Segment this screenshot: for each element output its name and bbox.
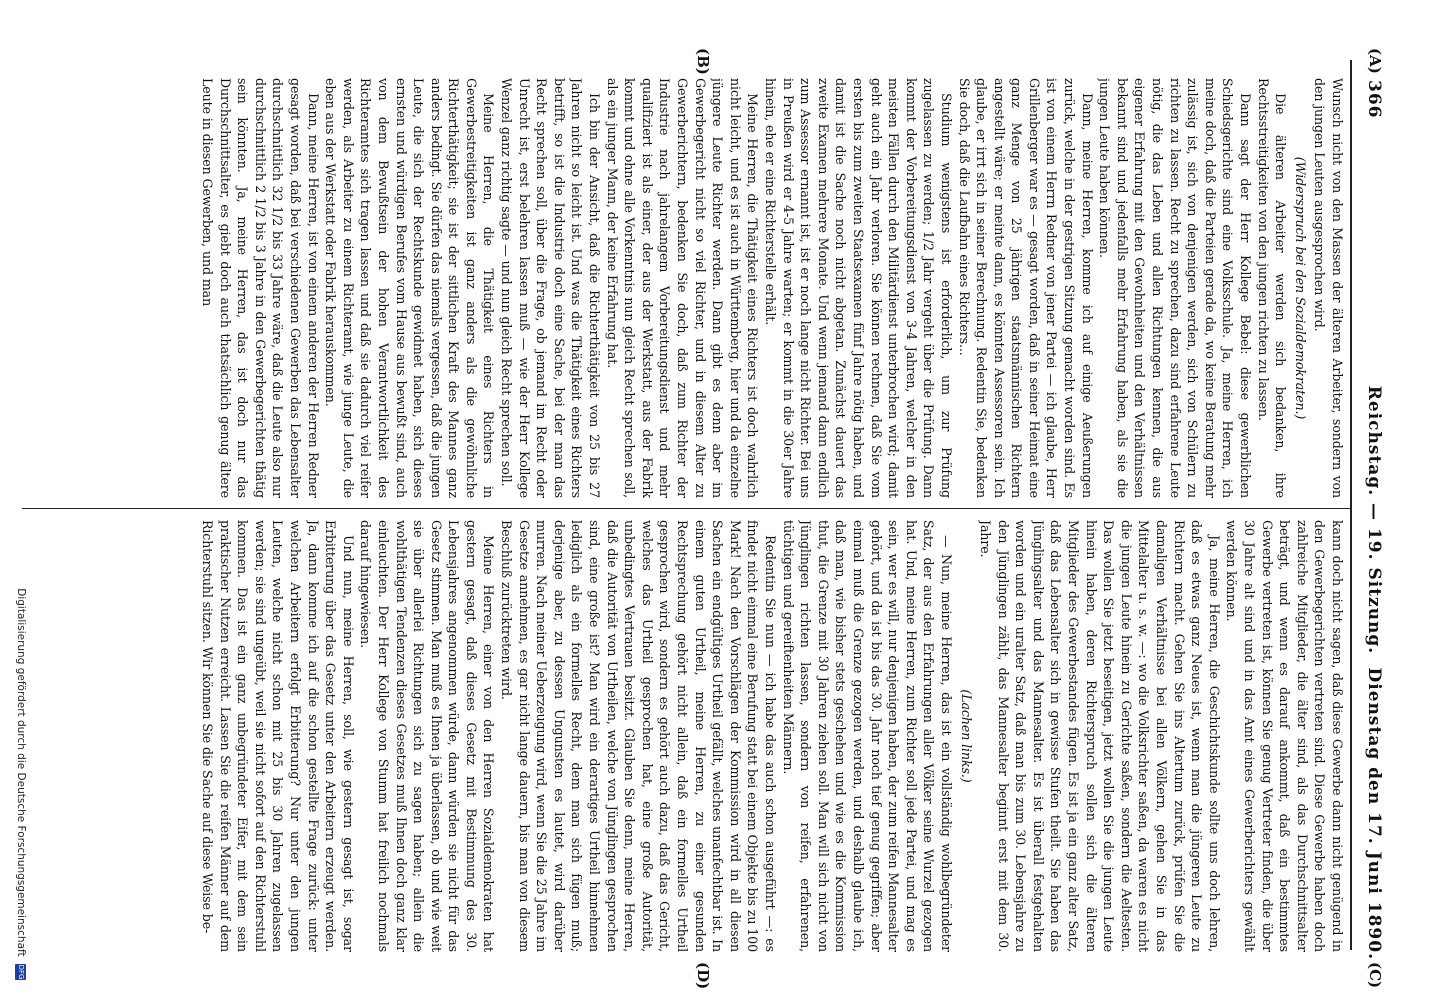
- page-header: [1356, 80, 1392, 960]
- paragraph: Ich bin der Ansicht, daß die Richterthätigkeit von 25 bis 27 Jahren nicht so leicht ist. Und was die Thätigkeit eines Richters betrifft, so ist die Industrie doch eine Sache, bei der man das Recht sprechen soll, über die Frage, ob jemand im Recht oder Unrecht ist, erst belehren lassen muß — wie der Herr Kollege Wenzel ganz richtig sagte — und nun gleich Recht sprechen soll.: [499, 78, 603, 498]
- margin-marker-a: (A): [1366, 48, 1384, 74]
- interjection: (Lachen links.): [958, 689, 974, 783]
- paragraph: Meine Herren, einer von den Herren Sozialdemokraten hat gestern gesagt, daß dieses Gesetz mit Bestimmung des 30. Lebensjahres angenommen würde, dann würden sie nicht für das Gesetz stimmen. Man muß es Ihnen ja überlassen, ob und wie weit sie über allerlei Richtungen sich zu sagen haben; allein die wohlthätigen Tendenzen dieses Gesetzes muß Ihnen doch ganz klar einleuchten. Der Herr Kollege von Stumm hat freilich nochmals darauf hingewiesen.: [358, 520, 497, 952]
- paragraph: Die älteren Arbeiter werden sich bedanken, ihre Rechtsstreitigkeiten von den jungen richten zu lassen.: [1255, 78, 1289, 498]
- session-date: Dienstag den 17. Juni 1890.: [1364, 667, 1384, 960]
- paragraph: Wunsch nicht von den Massen der älteren Arbeiter, sondern von den jungen Leuten ausgesprochen wird.: [1312, 78, 1345, 498]
- paragraph: — Nun, meine Herren, das ist ein vollständig wohlbegründeter Satz, der aus den Erfahrungen aller Völker seine Wurzel gezogen hat. Und, meine Herren, zum Richter soll jede Partei, und mag es sein, wer es will, nur denjenigen haben, der zum reifen Mannesalter gehört, und da ist bis das 30. Jahr noch tief genug gegriffen; aber einmal muß die Grenze gezogen werden, und deshalb glaube ich, daß man, wie bisher stets geschehen und wie es die Kommission thut, die Grenze mit 30 Jahren ziehen soll. Man will sich nicht von Jünglingen richten lassen, sondern von reifen, erfahrenen, tüchtigen und gereiftenheiten Männern.: [780, 520, 954, 952]
- column-rule: [22, 508, 1352, 509]
- interjection: (Widerspruch bei den Sozialdemokraten.): [1292, 156, 1308, 420]
- left-column: [26, 78, 1346, 498]
- margin-marker-b: (B): [694, 48, 712, 75]
- paragraph: Studium wenigstens ist erforderlich, um zur Prüfung zugelassen zu werden; 1/2 Jahr vergeht über die Prüfung. Dann kommt der Vorbereitungsdienst von 3-4 Jahren, welcher in den meisten Fällen durch den Militärdienst unterbrochen wird; damit geht auch ein Jahr verloren. Sie können rechnen, daß Sie vom ersten bis zum zweiten Staatsexamen fünf Jahre nötig haben, und damit ist die Sache noch nicht abgetan. Zunächst dauert das zweite Examen mehrere Monate. Und wenn jemand dann endlich zum Assessor ernannt ist, ist er noch lange nicht Richter. Bei uns in Preußen wird er 4-5 Jahre warten; er kommt in die 30er Jahre hinein, ehe er eine Richterstelle erhält.: [763, 78, 954, 498]
- paragraph: Meine Herren, die Thätigkeit eines Richters ist doch wahrlich nicht leicht, und es ist auch in Württemberg, hier und da einzelne jüngere Leute Richter werden. Dann gibt es denn aber im Gewerbegericht nicht so viel Richter, und in diesem Alter zu Gewerberichtern, bedenken Sie doch, daß zum Richter der Industrie nach jahrelangem Vorbereitungsdienst und mehr qualifiziert ist als einer, der aus der Werkstatt, aus der Fabrik kommt und ohne alle Vorkenntnis nun gleich Recht sprechen soll, als ein junger Mann, der keine Erfahrung hat.: [604, 78, 761, 498]
- margin-marker-d: (D): [694, 962, 712, 990]
- paragraph: Ja, meine Herren, die Geschichtskunde sollte uns doch lehren, daß es etwas ganz Neues ist, wenn man die jüngeren Leute zu Richtern macht. Gehen Sie ins Altertum zurück, prüfen Sie die damaligen Verhältnisse bei allen Völkern, gehen Sie in das Mittelalter u. s. w. —: wo die Volksrichter saßen, da waren es nicht die jungen Leute hinein zu Gerichte saßen, sondern die Aeltesten. Das wollen Sie jetzt beseitigen, jetzt wollen Sie die jungen Leute hinein haben, deren Richterspruch sollen sich die älteren Mitglieder des Gewerbestandes fügen. Es ist ja ein ganz alter Satz, daß das Lebensalter sich in gewisse Stufen theilt. Sie haben das Jünglingsalter und das Mannesalter. Es ist überall festgehalten worden und ein uralter Satz, daß man bis zum 30. Lebensjahre zu den Jünglingen zählt, das Mannesalter beginnt erst mit dem 30. Jahre.: [978, 520, 1222, 952]
- paragraph: Dann, meine Herren, ist von einem anderen der Herren Redner gesagt worden, daß bei verschiedenen Gewerben das Lebensalter durchschnittlich 32 1/2 bis 33 Jahre wäre, daß die Leute also nur durchschnittlich 2 1/2 bis 3 Jahre in den Gewerbegerichten thätig sein könnten. Ja, meine Herren, das ist doch nur das Durchschnittsalter, es giebt doch auch thatsächlich genug ältere Leute in diesen Gewerben, und man: [200, 78, 321, 498]
- header-rule: [1350, 60, 1352, 950]
- digitization-credit: [15, 560, 27, 980]
- right-column: [26, 520, 1346, 952]
- paragraph: kann doch nicht sagen, daß diese Gewerbe dann nicht genügend in den Gewerbegerichten vertreten sind. Diese Gewerbe haben doch zahlreiche Mitglieder, die älter sind, als das Durchschnittsalter beträgt, und wenn es darauf ankommt, daß ein bestimmtes Gewerbe vertreten ist, können Sie genug Vertreter finden, die über 30 Jahre alt sind und in das Amt eines Gewerberichters gewählt werden können.: [1224, 520, 1345, 952]
- page-number: 366: [1364, 80, 1384, 119]
- dfg-logo-icon: DFG: [17, 964, 26, 980]
- margin-marker-c: (C): [1366, 962, 1384, 989]
- paragraph: Redentin Sie nun — ich habe das auch schon ausgeführt —: es findet nicht einmal eine Berufung statt bei einem Objekte bis zu 100 Mark! Nach den Vorschlägen der Kommission wird in all diesen Sachen ein endgültiges Urtheil gefällt, welches unanfechtbar ist. In einem guten Urtheil, meine Herren, zu einer gesunden Rechtsprechung gehört nicht allein, daß ein formelles Urtheil gesprochen wird, sondern es gehört auch dazu, daß das Gericht, welches das Urtheil gesprochen hat, eine große Autorität, unbedingtes Vertrauen besitzt. Glauben Sie denn, meine Herren, daß die Autorität von Urtheilen, welche von Jünglingen gesprochen sind, eine große ist? Man wird ein derartiges Urtheil hinnehmen lediglich als ein formelles Recht, dem man sich fügen muß; derjenige aber, zu dessen Ungunsten es lautet, wird darüber murren. Nach meiner Ueberzeugung wird, wenn Sie die 25 Jahre im Gesetze annehmen, es gar nicht lange dauern, bis man von diesem Beschluß zurücktreten wird.: [499, 520, 778, 952]
- paragraph: Meine Herren, die Thätigkeit eines Richters in Gewerbestreitigkeiten ist ganz anders als die gewöhnliche Richterthätigkeit; sie ist der sittlichen Kraft des Mannes ganz anders bedingt. Sie dürfen das niemals vergessen, daß die jungen Leute, die sich der Rechtskunde gewidmet haben, sich dieses ernsten und würdigen Berufes vom Hause aus bewußt sind, auch von dem Bewußtsein der hohen Verantwortlichkeit des Richteramtes sich tragen lassen und daß sie dadurch viel reifer werden, als Arbeiter zu einem Richteramt, wie junge Leute, die eben aus der Werkstatt oder Fabrik herauskommen.: [323, 78, 497, 498]
- paragraph: Dann sagt der Herr Kollege Bebel: diese gewerblichen Schiedsgerichte sind eine Volksschule. Ja, meine Herren, ich meine doch, daß die Parteien gerade da, wo keine Beratung mehr zulässig ist, sich von denjenigen werden, sich von Schülern zu richten zu lassen. Recht zu sprechen, dazu sind erfahrene Leute nötig, die das Leben und allen Richtungen kennen, die aus eigener Erfahrung mit den Gewohnheiten und den Verhältnissen bekannt sind und jedenfalls mehr Erfahrung haben, als sie die jungen Leute haben können.: [1097, 78, 1254, 498]
- paragraph: Und nun, meine Herren, soll, wie gestern gesagt ist, sogar Erbitterung über das Gesetz unter den Arbeitern erzeugt werden. Ja, dann komme ich auf die schon gestellte Frage zurück: unter welchen Arbeitern erfolgt Erbitterung? Nur unter den jungen Leuten, welche nicht schon mit 25 bis 30 Jahren zugelassen werden; sie sind ungeübt, weil sie nicht sofort auf den Richterstuhl kommen. Das ist ein ganz unbegründeter Eifer, mit dem sein praktischer Nutzen erreicht. Lassen Sie die reifen Männer auf dem Richterstuhl sitzen. Wir können Sie die Sache auf diese Weise be-: [200, 520, 356, 952]
- credit-text: Digitalisierung gefördert durch die Deutsche Forschungsgemeinschaft: [15, 588, 27, 957]
- paragraph: Dann, meine Herren, komme ich auf einige Aeußerungen zurück, welche in der gestrigen Sitzung gemacht worden sind. Es ist von einem Herrn Redner von jener Partei — ich glaube, Herr Grillenberger war es — gesagt worden, daß in seiner Heimat eine ganz Menge von 25 jährigen staatsmännischen Richtern angestellt wäre; er meinte dann, es könnten Assessoren sein. Ich glaube, er irrt sich in seiner Berechnung. Redentin Sie, bedenken Sie doch, daß die Laufbahn eines Richters...: [956, 78, 1095, 498]
- running-title: Reichstag. — 19. Sitzung.: [1364, 385, 1384, 655]
